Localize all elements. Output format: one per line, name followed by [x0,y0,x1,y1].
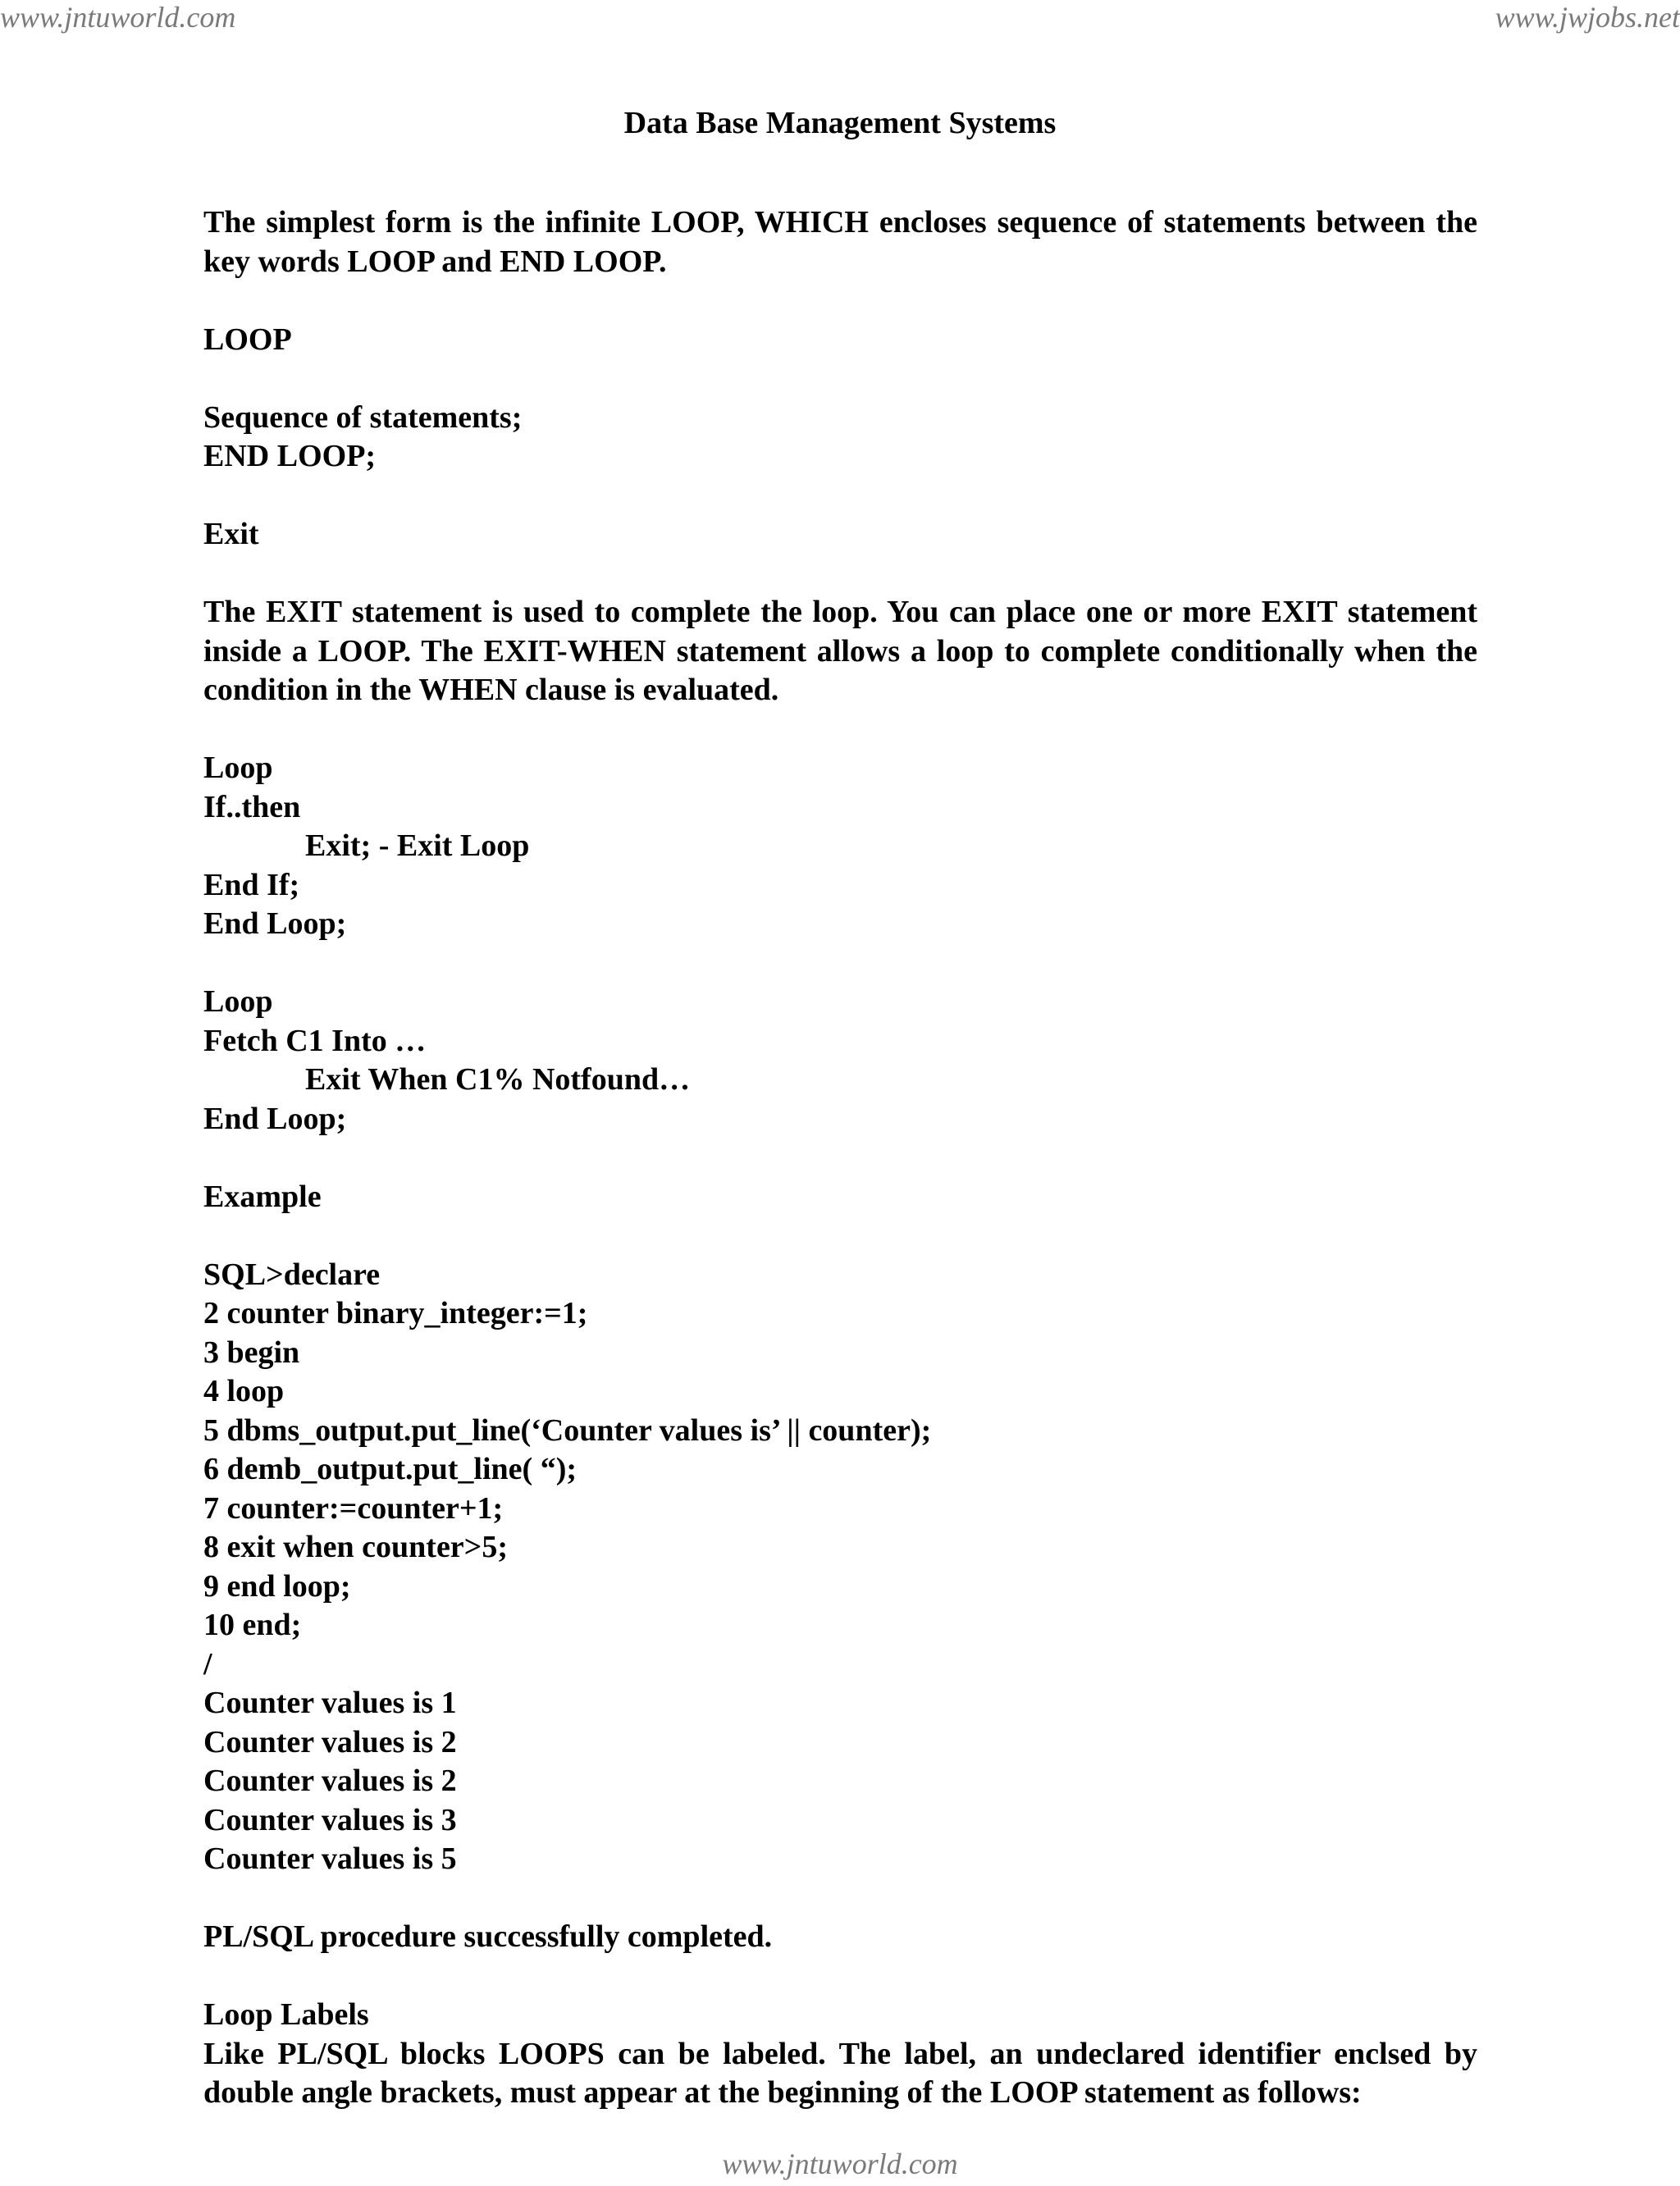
watermark-top-right: www.jwjobs.net [1495,1,1680,34]
code-line: END LOOP; [203,439,377,473]
code-line: 9 end loop; [203,1568,351,1604]
code-line: Loop [203,751,273,785]
code-line: Exit; - Exit Loop [305,828,530,863]
section-heading: Example [203,1179,322,1214]
code-line: LOOP [203,322,292,357]
code-line: 8 exit when counter>5; [203,1530,508,1564]
output-line: Counter values is 2 [203,1724,457,1759]
code-line: End Loop; [203,1101,347,1136]
code-line: 6 demb_output.put_line( “); [203,1452,577,1486]
code-line: 10 end; [203,1608,302,1642]
document-body [203,203,1477,2113]
page-title: Data Base Management Systems [623,106,1057,140]
code-line: If..then [203,789,301,824]
code-line: 2 counter binary_integer:=1; [203,1296,588,1330]
code-line: Exit When C1% Notfound… [305,1062,691,1097]
section-heading: Loop Labels [203,1997,369,2032]
intro-paragraph: The simplest form is the infinite LOOP, WHICH encloses sequence of statements between the key words LOOP and END LOOP. [203,205,1477,279]
code-line: 5 dbms_output.put_line(‘Counter values is’ || counter); [203,1412,932,1448]
exit-paragraph: The EXIT statement is used to complete the loop. You can place one or more EXIT statement inside a LOOP. The EXIT-WHEN statement allows a loop to complete conditionally when the condition in the WHEN clause is evaluated. [203,595,1477,707]
code-line: 7 counter:=counter+1; [203,1490,504,1526]
code-line: 4 loop [203,1374,285,1408]
code-line: End If; [203,867,300,902]
completion-message: PL/SQL procedure successfully completed. [203,1919,773,1954]
code-line: Sequence of statements; [203,399,523,435]
code-line: SQL>declare [203,1257,381,1292]
code-line: / [203,1646,212,1682]
output-line: Counter values is 2 [203,1764,457,1798]
watermark-bottom: www.jntuworld.com [722,2147,958,2180]
code-line: Loop [203,984,273,1019]
code-line: Fetch C1 Into … [203,1023,427,1058]
code-line: 3 begin [203,1335,300,1370]
section-heading: Exit [203,517,259,551]
labels-paragraph: Like PL/SQL blocks LOOPS can be labeled. The label, an undeclared identifier enclsed by double angle brackets, must appear at the beginning of the LOOP statement as follows: [203,2036,1477,2110]
output-line: Counter values is 1 [203,1686,457,1720]
output-line: Counter values is 3 [203,1802,457,1837]
code-line: End Loop; [203,906,347,941]
watermark-top-left: www.jntuworld.com [0,1,236,34]
output-line: Counter values is 5 [203,1841,457,1876]
